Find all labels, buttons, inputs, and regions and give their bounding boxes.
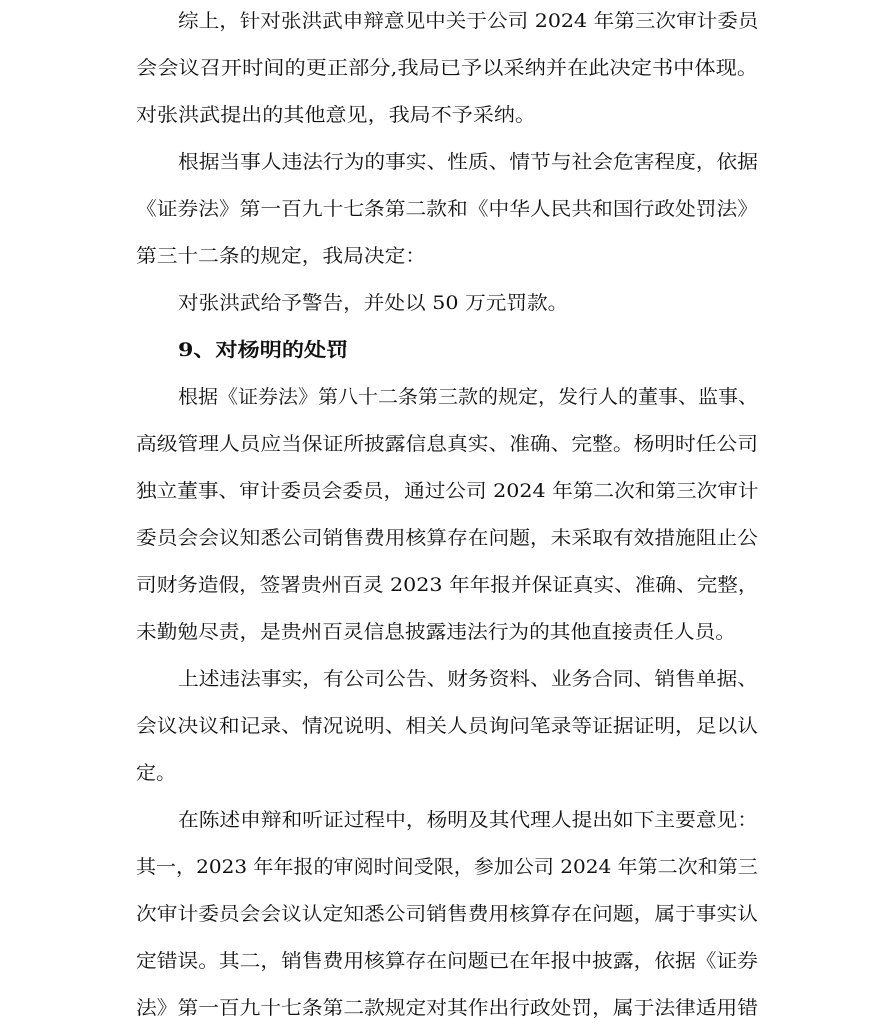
paragraph-line: 司财务造假，签署贵州百灵 2023 年年报并保证真实、准确、完整， [136, 574, 759, 596]
paragraph-line: 根据当事人违法行为的事实、性质、情节与社会危害程度，依据 [178, 151, 759, 173]
paragraph-line: 独立董事、审计委员会委员，通过公司 2024 年第二次和第三次审计 [136, 480, 759, 502]
paragraph-line: 定错误。其二，销售费用核算存在问题已在年报中披露，依据《证券 [136, 950, 759, 972]
paragraph-line: 会议决议和记录、情况说明、相关人员询问笔录等证据证明，足以认 [136, 715, 759, 737]
paragraph-line: 对张洪武提出的其他意见，我局不予采纳。 [136, 104, 537, 126]
paragraph-line: 综上，针对张洪武申辩意见中关于公司 2024 年第三次审计委员 [178, 10, 759, 32]
paragraph-line: 根据《证券法》第八十二条第三款的规定，发行人的董事、监事、 [178, 386, 758, 408]
paragraph-line: 对张洪武给予警告，并处以 50 万元罚款。 [178, 292, 569, 314]
paragraph-line: 高级管理人员应当保证所披露信息真实、准确、完整。杨明时任公司 [136, 433, 759, 455]
paragraph-line: 会会议召开时间的更正部分,我局已予以采纳并在此决定书中体现。 [136, 57, 759, 79]
paragraph-line: 在陈述申辩和听证过程中，杨明及其代理人提出如下主要意见： [178, 809, 759, 831]
paragraph-line: 法》第一百九十七条第二款规定对其作出行政处罚，属于法律适用错 [136, 997, 759, 1019]
paragraph-line: 委员会会议知悉公司销售费用核算存在问题，未采取有效措施阻止公 [136, 527, 759, 549]
paragraph-line: 其一，2023 年年报的审阅时间受限，参加公司 2024 年第二次和第三 [136, 856, 758, 878]
paragraph-line: 《证券法》第一百九十七条第二款和《中华人民共和国行政处罚法》 [136, 198, 759, 220]
paragraph-line: 第三十二条的规定，我局决定： [136, 245, 427, 267]
paragraph-line: 未勤勉尽责，是贵州百灵信息披露违法行为的其他直接责任人员。 [136, 621, 737, 643]
paragraph-line: 上述违法事实，有公司公告、财务资料、业务合同、销售单据、 [178, 668, 759, 690]
paragraph-line: 定。 [136, 762, 177, 784]
paragraph-line: 次审计委员会会议认定知悉公司销售费用核算存在问题，属于事实认 [136, 903, 759, 925]
section-heading: 9、对杨明的处罚 [178, 339, 349, 361]
